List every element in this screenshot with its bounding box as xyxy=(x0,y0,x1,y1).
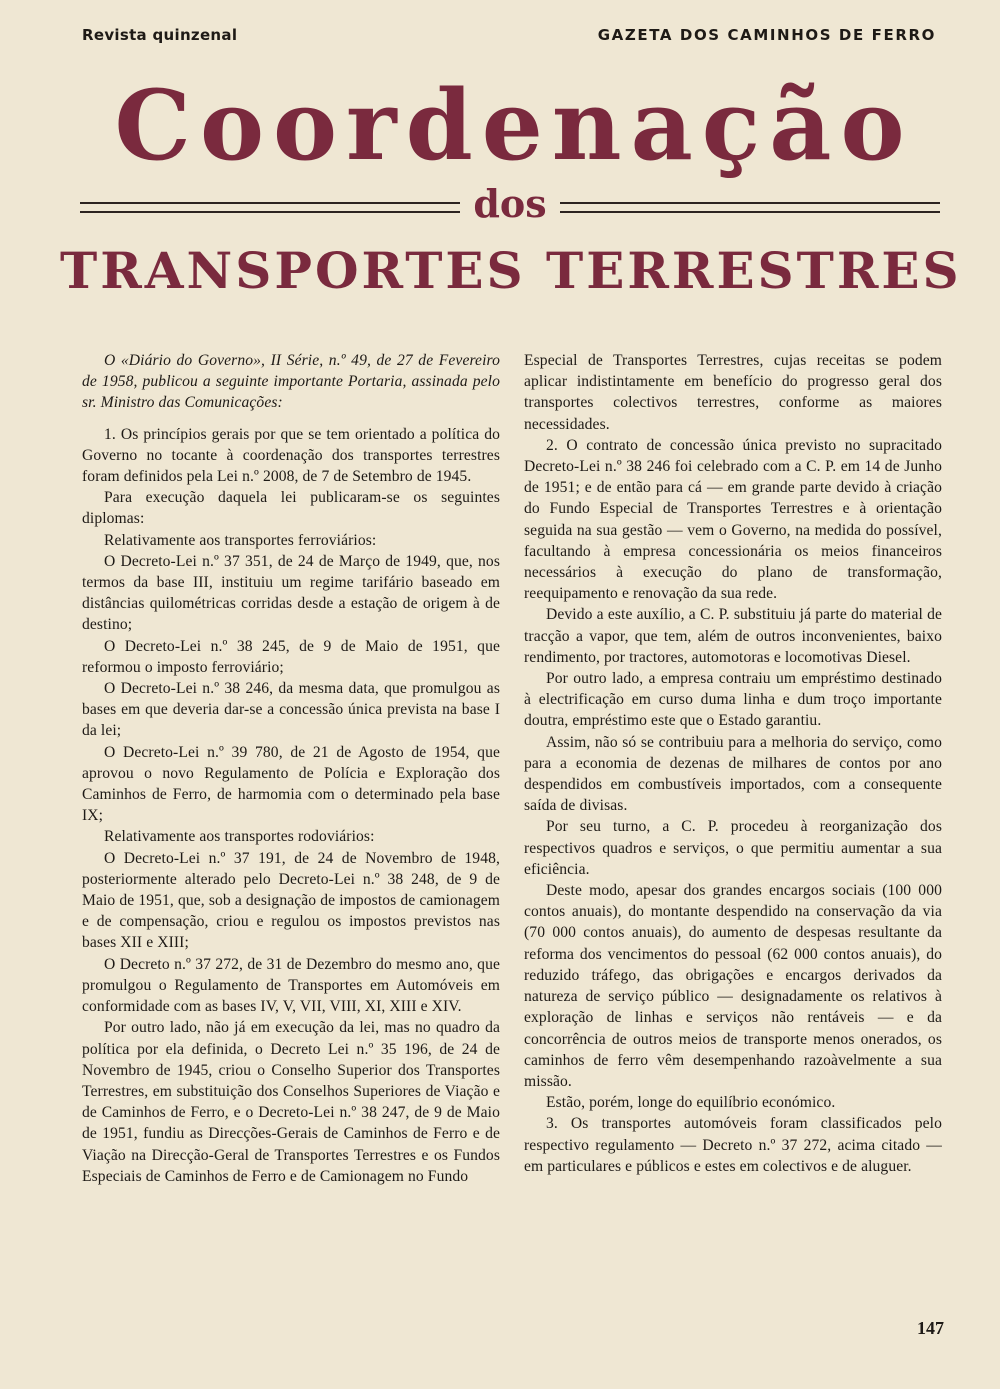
paragraph: Devido a este auxílio, a C. P. substituiu já parte do material de tracção a vapor, que tem, além de outros inconvenientes, baixo rendimento, por tractores, automotoras e locomotivas Diesel. xyxy=(524,606,942,666)
paragraph: 2. O contrato de concessão única previsto no supracitado Decreto-Lei n.º 38 246 foi celebrado com a C. P. em 14 de Junho de 1951; e de então para cá — em grande parte devido à criação do Fundo Especial de Transportes Terrestres e à orientação seguida na sua gestão — vem o Governo, na medida do possível, facultando à empresa concessionária os meios financeiros necessários à execução do plano de transformação, reequipamento e renovação da sua rede. xyxy=(524,436,942,603)
article-title-connector: dos xyxy=(473,181,547,226)
article-subtitle: TRANSPORTES TERRESTRES xyxy=(60,241,962,300)
right-column xyxy=(524,350,942,1177)
paragraph: O Decreto-Lei n.º 39 780, de 21 de Agosto de 1954, que aprovou o novo Regulamento de Polícia e Exploração dos Caminhos de Ferro, de harmomia com o determinado pela base IX; xyxy=(82,743,500,825)
paragraph: 3. Os transportes automóveis foram classificados pelo respectivo regulamento — Decreto n.º 37 272, acima citado — em particulares e públicos e estes em colectivos e de aluguer. xyxy=(524,1115,942,1175)
intro-paragraph: O «Diário do Governo», II Série, n.º 49, de 27 de Fevereiro de 1958, publicou a seguinte importante Portaria, assinada pelo sr. Ministro das Comunicações: xyxy=(82,352,500,412)
title-rule-right xyxy=(560,202,940,213)
left-column xyxy=(82,350,500,1187)
paragraph: O Decreto-Lei n.º 38 245, de 9 de Maio de 1951, que reformou o imposto ferroviário; xyxy=(82,637,500,676)
paragraph: O Decreto-Lei n.º 37 351, de 24 de Março de 1949, que, nos termos da base III, instituiu um regime tarifário baseado em distâncias quilométricas corridas desde a estação de origem à de destino; xyxy=(82,552,500,634)
paragraph: Por outro lado, não já em execução da lei, mas no quadro da política por ela definida, o Decreto Lei n.º 35 196, de 24 de Novembro de 1945, criou o Conselho Superior dos Transportes Terrestres, em substituição dos Conselhos Superiores de Viação e de Caminhos de Ferro, e o Decreto-Lei n.º 38 247, de 9 de Maio de 1951, fundiu as Direcções-Gerais de Caminhos de Ferro e de Viação na Direcção-Geral de Transportes Terrestres e os Fundos Especiais de Caminhos de Ferro e de Camionagem no Fundo xyxy=(82,1019,500,1185)
title-rule-left xyxy=(80,202,460,213)
paragraph: Relativamente aos transportes ferroviários: xyxy=(104,531,377,549)
paragraph: Especial de Transportes Terrestres, cujas receitas se podem aplicar indistintamente em benefício do progresso geral dos transportes colectivos terrestres, conforme as maiores necessidades. xyxy=(524,352,942,433)
paragraph: Para execução daquela lei publicaram-se os seguintes diplomas: xyxy=(82,489,500,528)
paragraph: O Decreto n.º 37 272, de 31 de Dezembro do mesmo ano, que promulgou o Regulamento de Transportes em Automóveis em conformidade com as bases IV, V, VII, VIII, XI, XIII e XIV. xyxy=(82,955,500,1016)
paragraph: Estão, porém, longe do equilíbrio económico. xyxy=(546,1094,836,1112)
paragraph: Deste modo, apesar dos grandes encargos sociais (100 000 contos anuais), do montante despendido na conservação da via (70 000 contos anuais), do aumento de despesas resultante da reforma dos vencimentos do pessoal (62 000 contos anuais), do reduzido tráfego, das obrigações e encargos derivados da natureza de serviço público — designadamente os relativos à exploração de linhas e serviços não rentáveis — e da concorrência de outros meios de transporte menos onerados, os caminhos de ferro vêm desempenhando razoàvelmente a sua missão. xyxy=(524,882,942,1090)
running-header-right: GAZETA DOS CAMINHOS DE FERRO xyxy=(597,26,936,44)
paragraph: Relativamente aos transportes rodoviários: xyxy=(104,828,375,846)
paragraph: Por seu turno, a C. P. procedeu à reorganização dos respectivos quadros e serviços, o que permitiu aumentar a sua eficiência. xyxy=(524,818,942,878)
article-title: Coordenação xyxy=(114,69,914,182)
page-number: 147 xyxy=(917,1318,944,1338)
running-header-left: Revista quinzenal xyxy=(82,26,238,44)
paragraph: Por outro lado, a empresa contraiu um empréstimo destinado à electrificação em curso duma linha e dum troço importante doutra, empréstimo este que o Estado garantiu. xyxy=(524,670,942,730)
paragraph: 1. Os princípios gerais por que se tem orientado a política do Governo no tocante à coordenação dos transportes terrestres foram definidos pela Lei n.º 2008, de 7 de Setembro de 1945. xyxy=(82,425,500,486)
title-divider xyxy=(80,181,940,228)
paragraph: O Decreto-Lei n.º 37 191, de 24 de Novembro de 1948, posteriormente alterado pelo Decreto-Lei n.º 38 248, de 9 de Maio de 1951, que, sob a designação de impostos de camionagem e de compensação, criou e regulou os impostos previstos nas bases XII e XIII; xyxy=(82,849,500,952)
paragraph: O Decreto-Lei n.º 38 246, da mesma data, que promulgou as bases em que deveria dar-se a concessão única prevista na base I da lei; xyxy=(82,680,500,740)
paragraph: Assim, não só se contribuiu para a melhoria do serviço, como para a economia de dezenas de milhares de contos por ano despendidos em combustíveis importados, com a consequente saída de divisas. xyxy=(524,733,942,815)
